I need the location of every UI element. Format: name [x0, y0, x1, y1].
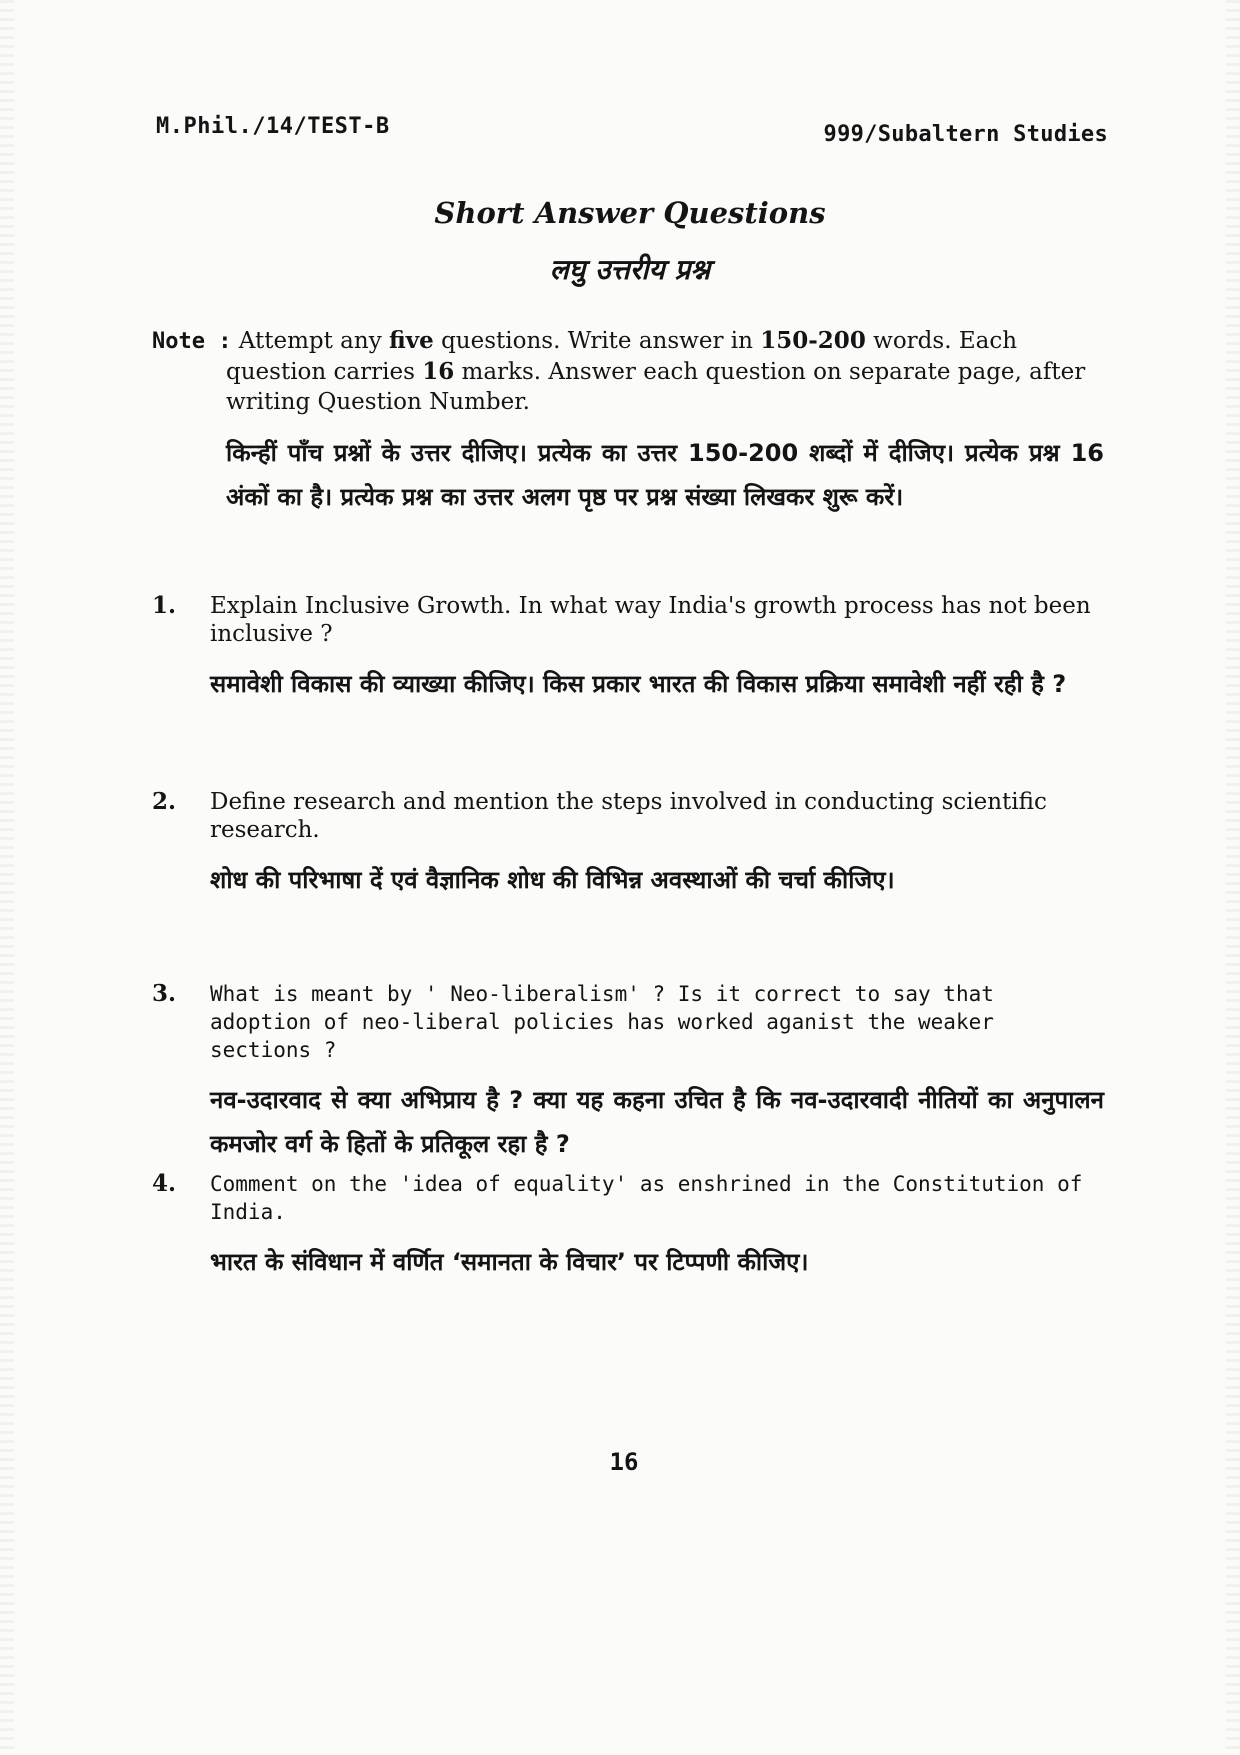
question-number: 2.: [152, 788, 177, 815]
question-2: [152, 788, 1104, 902]
question-hindi: शोध की परिभाषा दें एवं वैज्ञानिक शोध की विभिन्न अवस्थाओं की चर्चा कीजिए।: [210, 866, 895, 894]
note-english: [152, 326, 1104, 417]
paper-subject: 999/Subaltern Studies: [823, 122, 1108, 147]
question-english: What is meant by ' Neo-liberalism' ? Is it correct to say that adoption of neo-liberal policies has worked aganist the weaker sections ?: [210, 982, 994, 1062]
question-number: 1.: [152, 592, 177, 619]
note-word-limit: 150-200: [760, 327, 866, 354]
note-five: five: [389, 327, 434, 354]
section-title: Short Answer Questions: [434, 196, 826, 230]
page-number: 16: [609, 1448, 639, 1476]
instructions-note: [152, 326, 1104, 519]
question-hindi: समावेशी विकास की व्याख्या कीजिए। किस प्रकार भारत की विकास प्रक्रिया समावेशी नहीं रही है ?: [210, 670, 1067, 698]
question-1: [152, 592, 1104, 706]
section-title-hindi: लघु उत्तरीय प्रश्न: [549, 253, 711, 286]
note-marks: 16: [422, 358, 455, 385]
question-english: Explain Inclusive Growth. In what way India's growth process has not been inclusive ?: [210, 593, 1091, 647]
note-text: marks. Answer each question on separate page, after writing Question Number.: [226, 359, 1086, 415]
question-number: 3.: [152, 980, 177, 1007]
note-hindi: किन्हीं पाँच प्रश्नों के उत्तर दीजिए। प्रत्येक का उत्तर 150-200 शब्दों में दीजिए। प्रत्येक प्रश्न 16 अंकों का है। प्रत्येक प्रश्न का उत्तर अलग पृष्ठ पर प्रश्न संख्या लिखकर शुरू करें।: [226, 439, 1104, 511]
question-english: Define research and mention the steps involved in conducting scientific research.: [210, 789, 1047, 843]
note-text: questions. Write answer in: [441, 328, 753, 354]
note-text: Attempt any: [238, 328, 382, 354]
question-hindi: भारत के संविधान में वर्णित ‘समानता के विचार’ पर टिप्पणी कीजिए।: [210, 1248, 809, 1276]
exam-code: M.Phil./14/TEST-B: [156, 114, 390, 139]
question-english: Comment on the 'idea of equality' as enshrined in the Constitution of India.: [210, 1172, 1083, 1224]
question-3: [152, 980, 1104, 1166]
note-label: Note :: [152, 329, 232, 354]
question-number: 4.: [152, 1170, 177, 1197]
question-4: [152, 1170, 1104, 1284]
note-text: words. Each question carries: [226, 328, 1018, 385]
question-hindi: नव-उदारवाद से क्या अभिप्राय है ? क्या यह कहना उचित है कि नव-उदारवादी नीतियों का अनुपालन कमजोर वर्ग के हितों के प्रतिकूल रहा है ?: [210, 1086, 1104, 1158]
